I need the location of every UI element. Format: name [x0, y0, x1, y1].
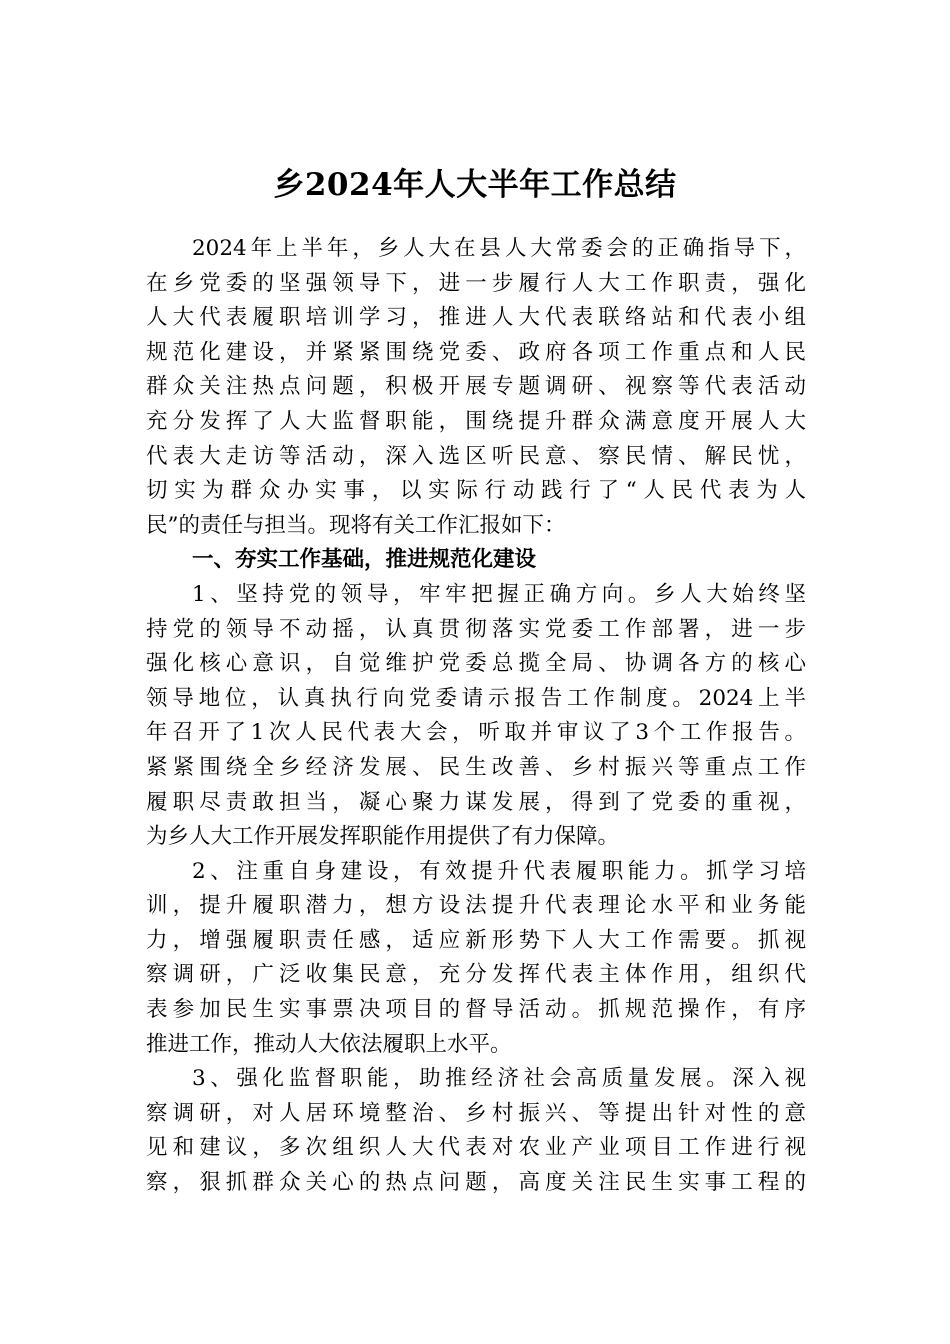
- item2-line-3: 力，增强履职责任感，适应新形势下人大工作需要。抓视: [146, 927, 806, 953]
- intro-line-1: 2024年上半年，乡人大在县人大常委会的正确指导下，: [192, 236, 806, 261]
- intro-line-5: 群众关注热点问题，积极开展专题调研、视察等代表活动: [146, 374, 806, 400]
- item1-line-4: 领导地位，认真执行向党委请示报告工作制度。2024上半: [146, 685, 806, 711]
- item1-line-1: 1、坚持党的领导，牢牢把握正确方向。乡人大始终坚: [192, 581, 806, 607]
- item2-line-6: 推进工作，推动人大依法履职上水平。: [146, 1031, 512, 1057]
- item1-line-5: 年召开了1次人民代表大会，听取并审议了3个工作报告。: [146, 720, 806, 746]
- item2-line-2: 训，提升履职潜力，想方设法提升代表理论水平和业务能: [146, 893, 806, 919]
- item1-line-2: 持党的领导不动摇，认真贯彻落实党委工作部署，进一步: [146, 616, 806, 642]
- item1-line-6: 紧紧围绕全乡经济发展、民生改善、乡村振兴等重点工作: [146, 754, 806, 780]
- intro-line-9: 民”的责任与担当。现将有关工作汇报如下：: [146, 512, 566, 538]
- item1-line-3: 强化核心意识，自觉维护党委总揽全局、协调各方的核心: [146, 651, 806, 677]
- item3-line-1: 3、强化监督职能，助推经济社会高质量发展。深入视: [192, 1066, 806, 1092]
- item2-line-1: 2、注重自身建设，有效提升代表履职能力。抓学习培: [192, 858, 806, 884]
- document-title: 乡2024年人大半年工作总结: [273, 167, 677, 203]
- section-heading-1: 一、夯实工作基础，推进规范化建设: [192, 547, 537, 573]
- intro-line-4: 规范化建设，并紧紧围绕党委、政府各项工作重点和人民: [146, 339, 806, 365]
- intro-line-2: 在乡党委的坚强领导下，进一步履行人大工作职责，强化: [146, 270, 806, 296]
- item2-line-4: 察调研，广泛收集民意，充分发挥代表主体作用，组织代: [146, 962, 806, 988]
- item1-line-7: 履职尽责敢担当，凝心聚力谋发展，得到了党委的重视，: [146, 789, 806, 815]
- item1-line-8: 为乡人大工作开展发挥职能作用提供了有力保障。: [146, 824, 620, 850]
- document-body: [146, 232, 806, 1201]
- item2-line-5: 表参加民生实事票决项目的督导活动。抓规范操作，有序: [146, 997, 806, 1023]
- item3-line-2: 察调研，对人居环境整治、乡村振兴、等提出针对性的意: [146, 1100, 806, 1126]
- intro-line-3: 人大代表履职培训学习，推进人大代表联络站和代表小组: [146, 305, 806, 331]
- item3-line-3: 见和建议，多次组织人大代表对农业产业项目工作进行视: [146, 1135, 806, 1161]
- intro-line-6: 充分发挥了人大监督职能，围绕提升群众满意度开展人大: [146, 408, 806, 434]
- intro-line-8: 切实为群众办实事，以实际行动践行了“人民代表为人: [146, 478, 806, 504]
- item3-line-4: 察，狠抓群众关心的热点问题，高度关注民生实事工程的: [146, 1170, 806, 1196]
- intro-line-7: 代表大走访等活动，深入选区听民意、察民情、解民忧，: [146, 443, 806, 469]
